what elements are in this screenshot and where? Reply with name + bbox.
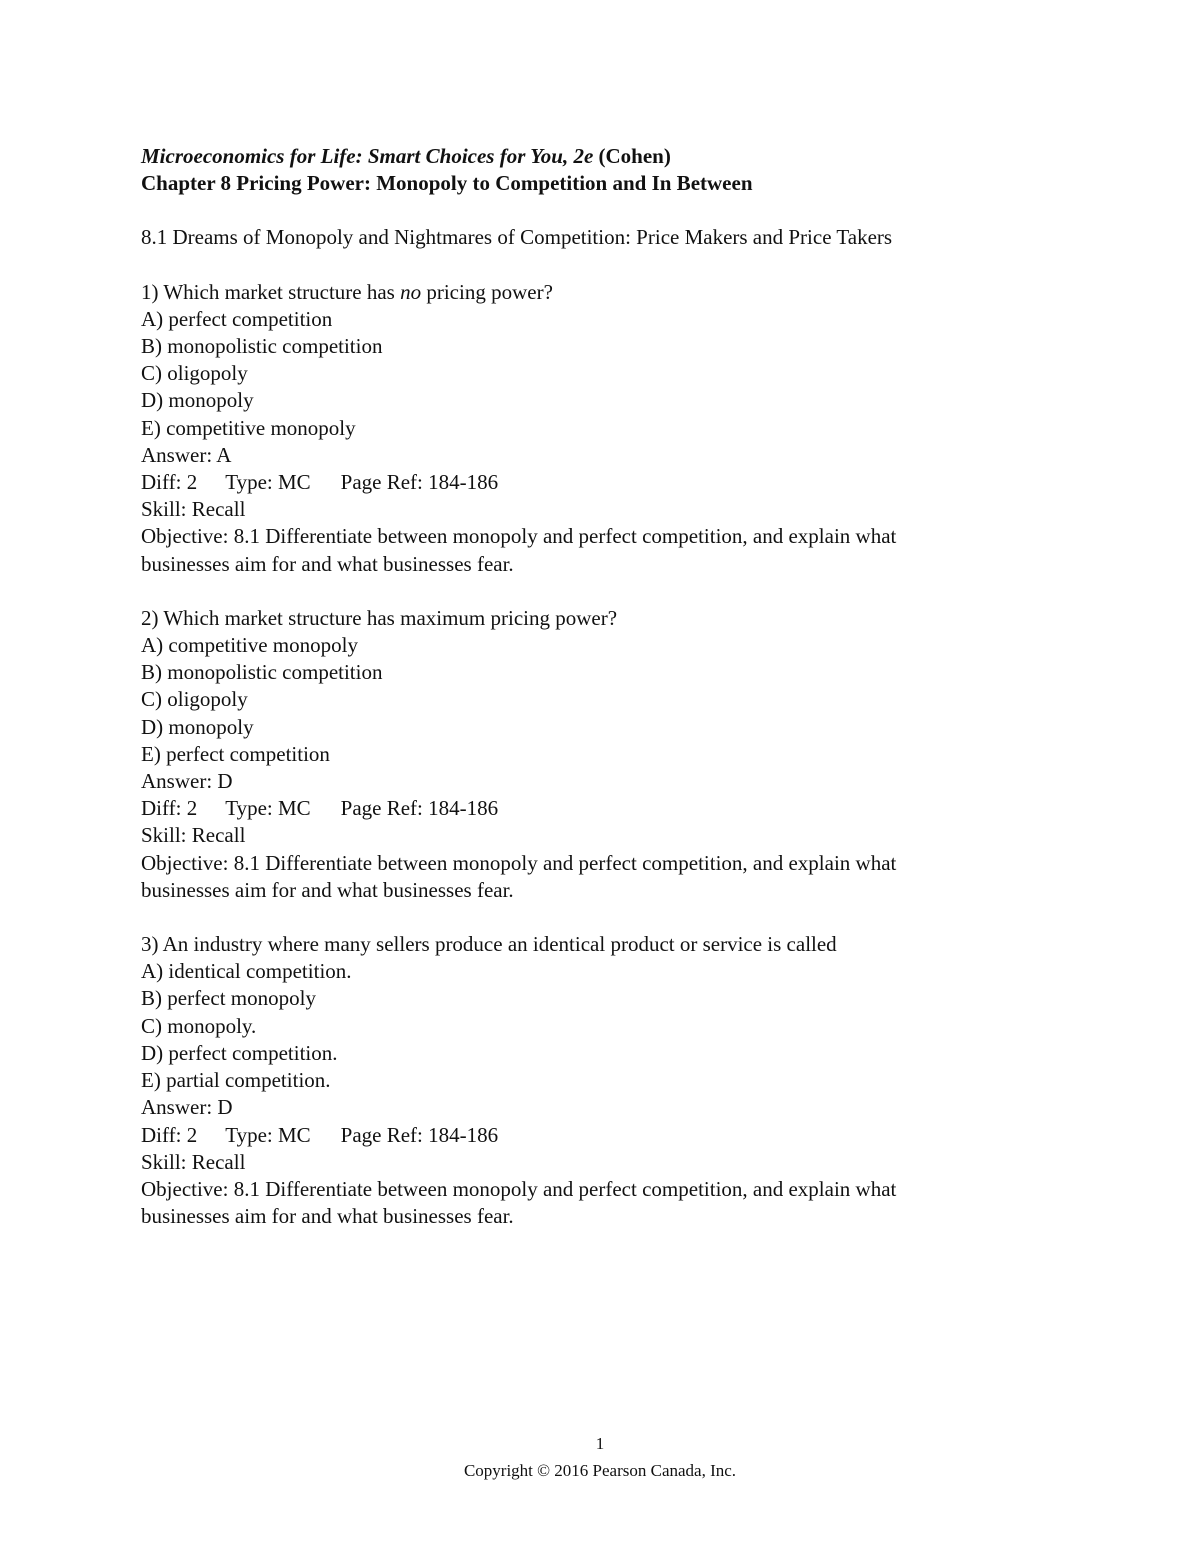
option-a: A) competitive monopoly [141, 633, 358, 658]
option-e: E) partial competition. [141, 1068, 331, 1093]
question-type: Type: MC [225, 470, 311, 495]
question-stem [141, 605, 1081, 632]
difficulty: Diff: 2 [141, 1122, 198, 1147]
objective-line-2: businesses aim for and what businesses fear. [141, 551, 514, 576]
answer: Answer: D [141, 1095, 233, 1120]
option-d: D) monopoly [141, 388, 254, 413]
meta-line [141, 795, 1081, 822]
stem-text-end: pricing power? [421, 279, 553, 304]
chapter-title: Chapter 8 Pricing Power: Monopoly to Competition and In Between [141, 171, 753, 196]
copyright-notice: Copyright © 2016 Pearson Canada, Inc. [463, 1461, 737, 1480]
page-ref: Page Ref: 184-186 [340, 1122, 499, 1147]
meta-line [141, 469, 1081, 496]
question-stem [141, 931, 1081, 958]
objective-line-1: Objective: 8.1 Differentiate between monopoly and perfect competition, and explain what [141, 1176, 897, 1201]
option-a: A) identical competition. [141, 959, 352, 984]
answer: Answer: A [141, 442, 232, 467]
question-type: Type: MC [225, 1122, 311, 1147]
page-number: 1 [595, 1434, 605, 1453]
skill: Skill: Recall [141, 497, 246, 522]
question-type: Type: MC [225, 796, 311, 821]
option-c: C) oligopoly [141, 361, 248, 386]
page-ref: Page Ref: 184-186 [340, 796, 499, 821]
stem-emphasis: no [400, 279, 422, 304]
meta-line [141, 1122, 1081, 1149]
objective-line-2: businesses aim for and what businesses fear. [141, 877, 514, 902]
objective-line-1: Objective: 8.1 Differentiate between monopoly and perfect competition, and explain what [141, 524, 897, 549]
option-c: C) oligopoly [141, 687, 248, 712]
objective-line-1: Objective: 8.1 Differentiate between monopoly and perfect competition, and explain what [141, 850, 897, 875]
stem-text: 2) Which market structure has maximum pricing power? [141, 605, 618, 630]
question-stem [141, 279, 1081, 306]
book-title: Microeconomics for Life: Smart Choices for You, 2e [141, 144, 594, 168]
option-a: A) perfect competition [141, 306, 333, 331]
question-2 [141, 605, 1081, 904]
option-c: C) monopoly. [141, 1013, 257, 1038]
skill: Skill: Recall [141, 823, 246, 848]
answer: Answer: D [141, 769, 233, 794]
question-1 [141, 279, 1081, 578]
skill: Skill: Recall [141, 1149, 246, 1174]
book-author: (Cohen) [598, 144, 671, 168]
stem-text: 1) Which market structure has [141, 279, 401, 304]
option-b: B) monopolistic competition [141, 334, 383, 359]
option-e: E) perfect competition [141, 741, 330, 766]
option-d: D) perfect competition. [141, 1040, 338, 1065]
section-heading: 8.1 Dreams of Monopoly and Nightmares of Competition: Price Makers and Price Takers [141, 225, 893, 250]
page-ref: Page Ref: 184-186 [340, 470, 499, 495]
objective-line-2: businesses aim for and what businesses fear. [141, 1204, 514, 1229]
document-page [141, 143, 1081, 1230]
stem-text: 3) An industry where many sellers produce an identical product or service is called [141, 932, 837, 957]
difficulty: Diff: 2 [141, 796, 198, 821]
option-b: B) perfect monopoly [141, 986, 316, 1011]
book-title-line [141, 143, 1081, 170]
option-b: B) monopolistic competition [141, 660, 383, 685]
difficulty: Diff: 2 [141, 470, 198, 495]
question-3 [141, 931, 1081, 1230]
option-e: E) competitive monopoly [141, 415, 356, 440]
option-d: D) monopoly [141, 714, 254, 739]
